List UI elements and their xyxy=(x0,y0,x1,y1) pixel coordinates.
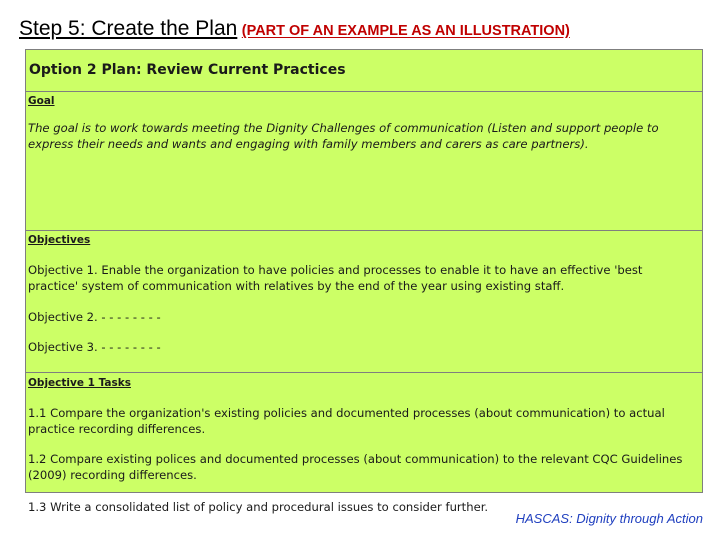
plan-table xyxy=(25,49,703,514)
task-1-1-line-1: 1.1 Compare the organization's existing policies and documented processes (about communication) to actual xyxy=(28,406,665,420)
objectives-section xyxy=(26,231,702,373)
task-1-3: 1.3 Write a consolidated list of policy and procedural issues to consider further. xyxy=(28,500,489,514)
goal-text-line-2: express their needs and wants and engaging with family members and carers as care partners). xyxy=(28,137,589,151)
objective-1-line-2: practice' system of communication with relatives by the end of the year using existing staff. xyxy=(28,279,565,293)
goal-text-line-1: The goal is to work towards meeting the Dignity Challenges of communication (Listen and support people to xyxy=(28,121,659,135)
task-1-2-line-1: 1.2 Compare existing polices and documented processes (about communication) to the relevant CQC Guidelines xyxy=(28,452,683,466)
objective-3: Objective 3. - - - - - - - - xyxy=(28,340,161,354)
slide-subtitle: (PART OF AN EXAMPLE AS AN ILLUSTRATION) xyxy=(241,23,570,39)
goal-section xyxy=(26,92,702,231)
task-1-1-line-2: practice recording differences. xyxy=(28,422,206,436)
goal-label: Goal xyxy=(28,95,55,107)
objective-2: Objective 2. - - - - - - - - xyxy=(28,310,161,324)
tasks-section xyxy=(26,373,702,514)
slide-title xyxy=(19,17,570,41)
objectives-label: Objectives xyxy=(28,234,91,246)
task-1-2-line-2: (2009) recording differences. xyxy=(28,468,197,482)
objective-1-line-1: Objective 1. Enable the organization to have policies and processes to enable it to have an effective 'best xyxy=(28,263,643,277)
tasks-label: Objective 1 Tasks xyxy=(28,377,131,389)
slide-title-main: Step 5: Create the Plan xyxy=(19,17,238,40)
plan-title: Option 2 Plan: Review Current Practices xyxy=(29,62,346,78)
footer-text: HASCAS: Dignity through Action xyxy=(515,511,703,526)
plan-header-row xyxy=(26,50,702,92)
